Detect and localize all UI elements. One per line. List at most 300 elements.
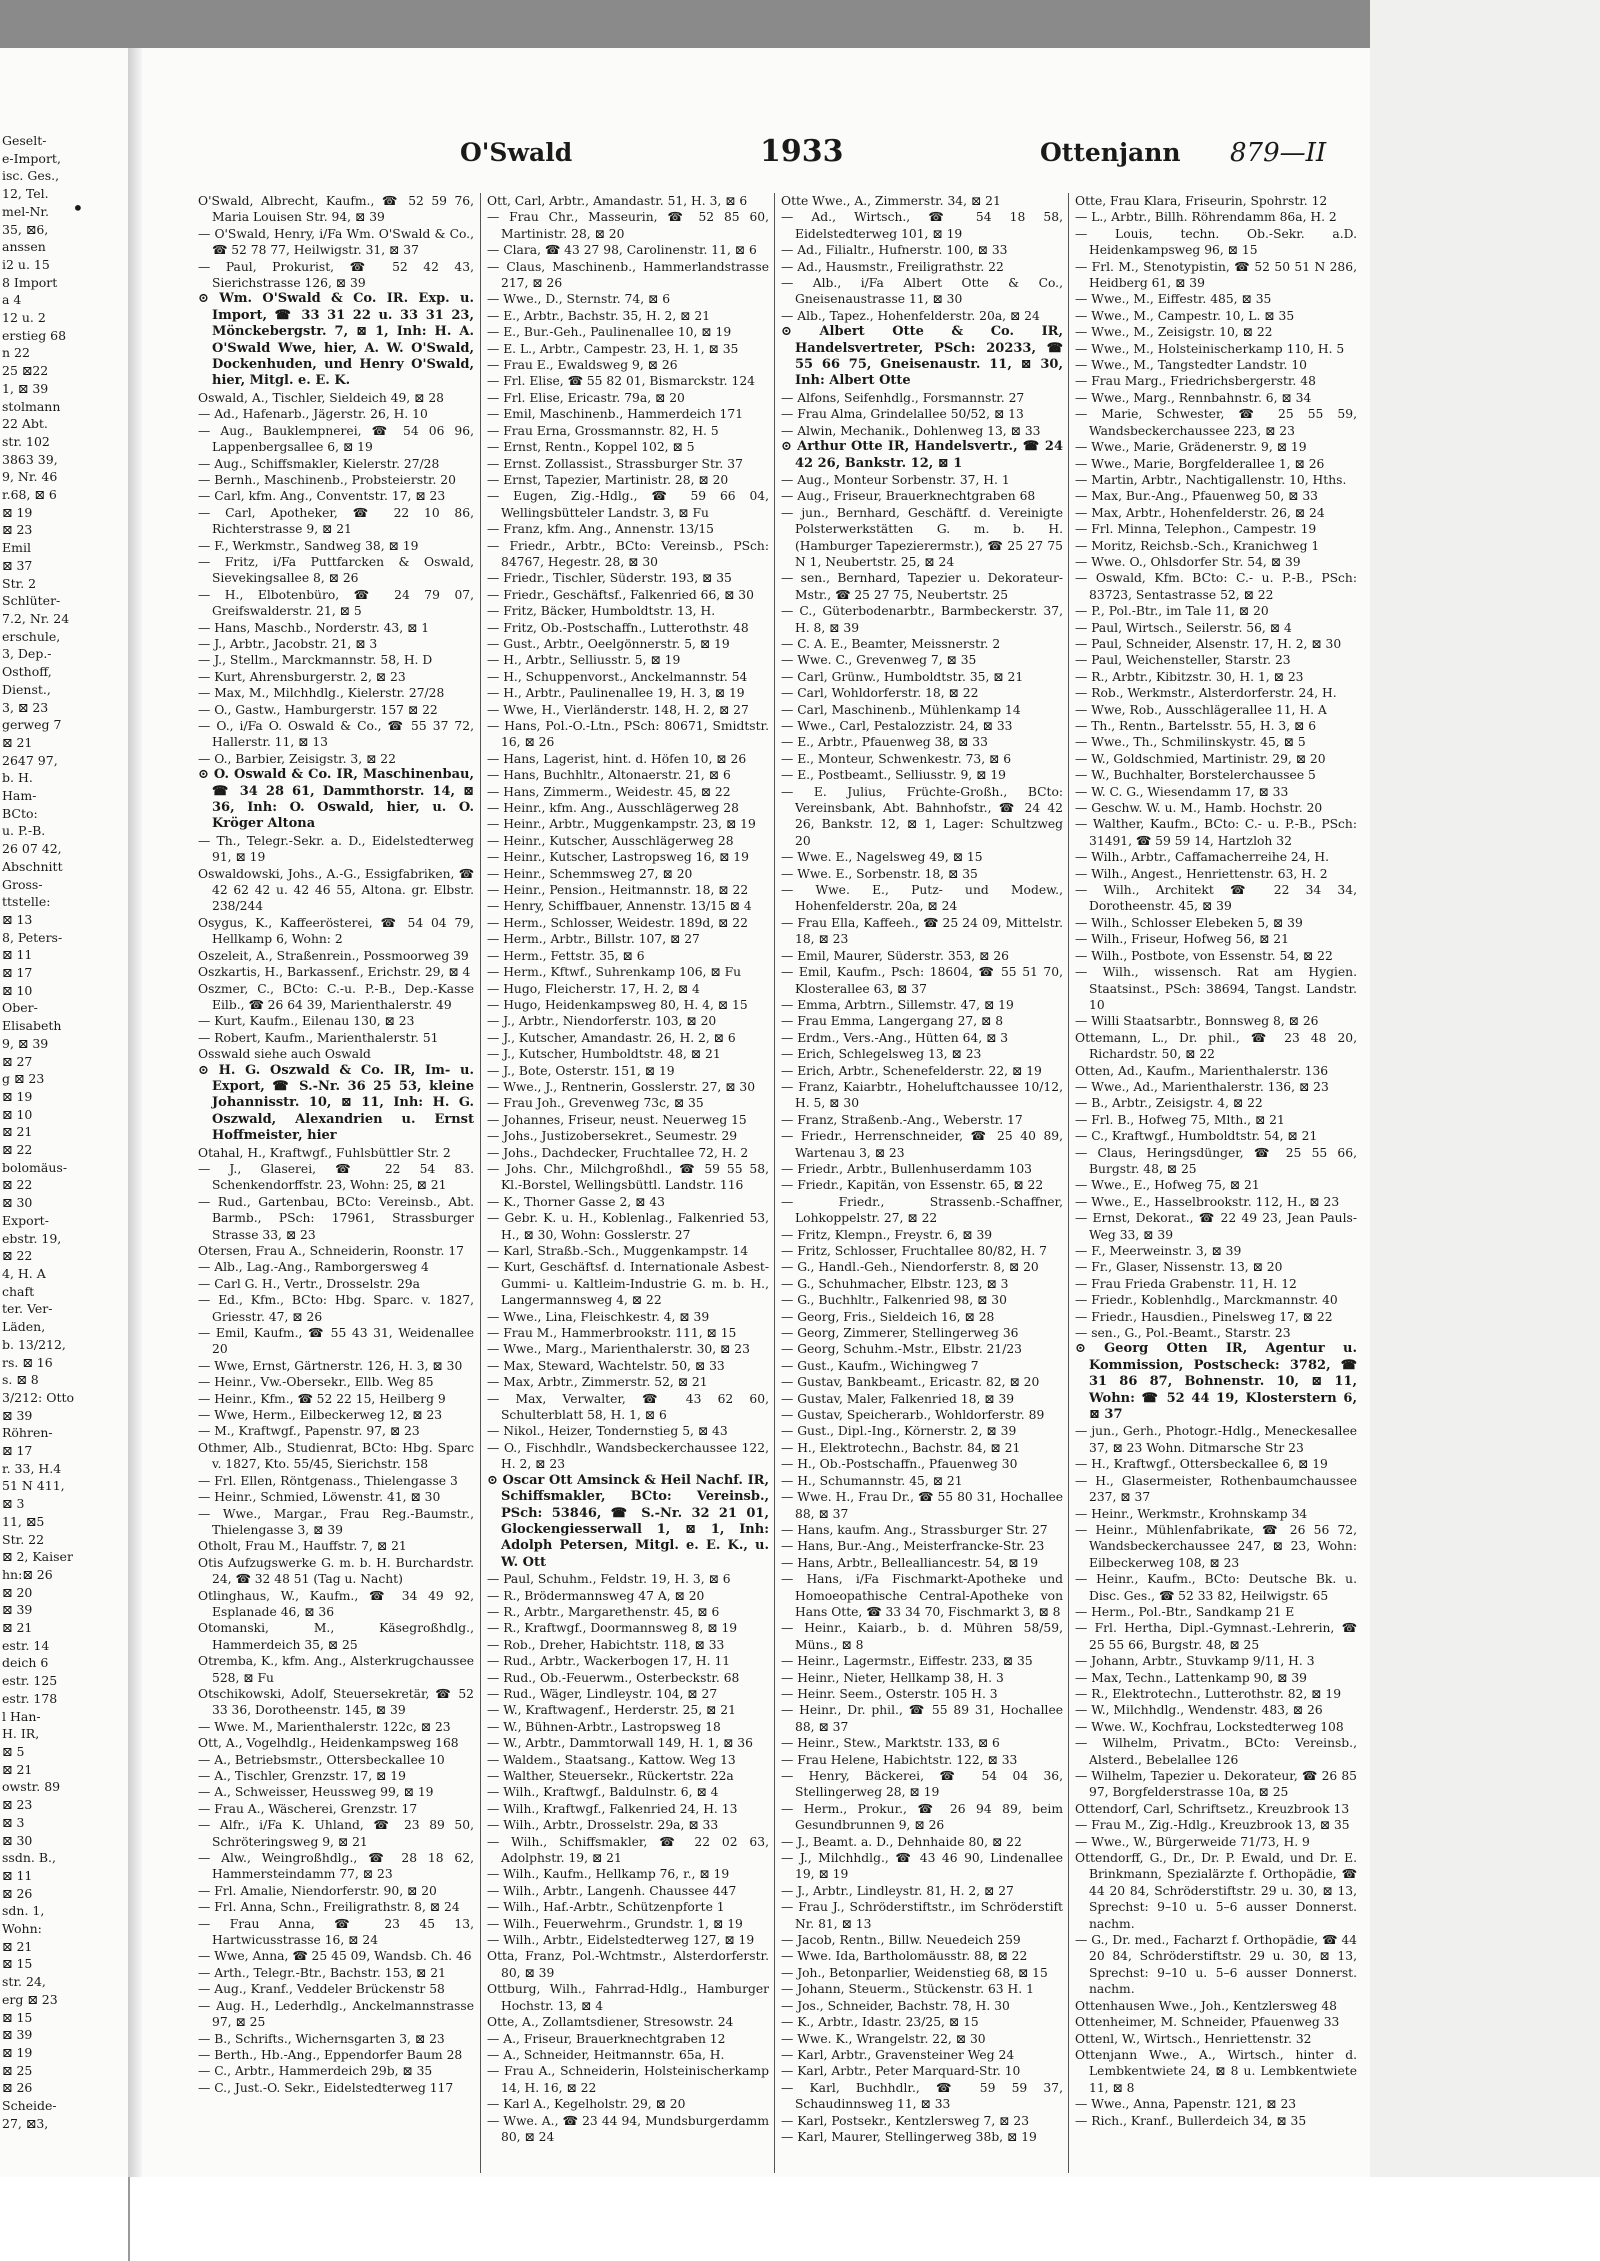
previous-page-line: BCto: xyxy=(2,805,38,821)
directory-entry: — Walther, Kaufm., BCto: C.- u. P.-B., PSch: 31491, ☎ 59 59 14, Hartzloh 32 xyxy=(1075,817,1357,848)
directory-entry: — Wilh., Angest., Henriettenstr. 63, H. 2 xyxy=(1075,866,1328,881)
directory-entry: — Friedr., Geschäftsf., Falkenried 66, ⊠ 30 xyxy=(487,587,754,602)
previous-page-line: stolmann xyxy=(2,398,61,414)
directory-entry: — R., Elektrotechn., Lutterothstr. 82, ⊠ 19 xyxy=(1075,1686,1342,1701)
directory-entry: — P., Pol.-Btr., im Tale 11, ⊠ 20 xyxy=(1075,604,1269,619)
previous-page-line: 11, ⊠5 xyxy=(2,1513,45,1529)
directory-entry: — Johann, Steuerm., Stückenstr. 63 H. 1 xyxy=(781,1982,1034,1997)
directory-entry: — Wwe., Th., Schmilinskystr. 45, ⊠ 5 xyxy=(1075,735,1306,750)
directory-entry: ⊙ O. Oswald & Co. IR, Maschinenbau, ☎ 34 28 61, Dammthorstr. 14, ⊠ 36, Inh: O. Oswald, hier, u. O. Kröger Altona xyxy=(198,767,474,832)
previous-page-line: 12, Tel. xyxy=(2,186,49,202)
directory-entry: — Emil, Kaufm., ☎ 55 43 31, Weidenallee 20 xyxy=(198,1326,474,1357)
directory-entry: — Rich., Kranf., Bullerdeich 34, ⊠ 35 xyxy=(1075,2113,1307,2128)
directory-entry: — Hans, i/Fa Fischmarkt-Apotheke und Homoeopathische Central-Apotheke von Hans Otte, ☎ 33 34 70, Fischmarkt 3, ⊠ 8 xyxy=(781,1572,1063,1619)
directory-entry: — A., Schweisser, Heussweg 99, ⊠ 19 xyxy=(198,1785,434,1800)
previous-page-line: ⊠ 11 xyxy=(2,947,33,963)
directory-entry: — Max, Arbtr., Zimmerstr. 52, ⊠ 21 xyxy=(487,1375,708,1390)
directory-entry: — Wilh., Kaufm., Hellkamp 76, r., ⊠ 19 xyxy=(487,1867,730,1882)
previous-page-line: 3, ⊠ 23 xyxy=(2,699,49,715)
directory-entry: ⊙ Georg Otten IR, Agentur u. Kommission, Postscheck: 3782, ☎ 31 86 87, Bohnenstr. 10, ⊠ 11, Wohn: ☎ 52 44 19, Klosterstern 6, ⊠ 37 xyxy=(1075,1341,1357,1423)
directory-entry: — Heinr., Lagermstr., Eiffestr. 233, ⊠ 35 xyxy=(781,1654,1033,1669)
page-number: 879—II xyxy=(1230,138,1327,168)
directory-entry: — Carl, Apotheker, ☎ 22 10 86, Richterstrasse 9, ⊠ 21 xyxy=(198,505,474,537)
directory-entry: — Wilh., Postbote, von Essenstr. 54, ⊠ 22 xyxy=(1075,948,1333,963)
directory-entry: — Ernst. Zollassist., Strassburger Str. 37 xyxy=(487,456,743,471)
directory-entry: — Carl, Wohldorferstr. 18, ⊠ 22 xyxy=(781,686,979,701)
directory-entry: — Berth., Hb.-Ang., Eppendorfer Baum 28 xyxy=(198,2047,463,2062)
directory-entry: — Heinr., Mühlenfabrikate, ☎ 26 56 72, Wandsbeckerchaussee 247, ⊠ 23, Wohn: Eilbeckerweg 108, ⊠ 23 xyxy=(1075,1522,1357,1570)
previous-page-line: rs. ⊠ 16 xyxy=(2,1354,53,1370)
directory-entry: — Marie, Schwester, ☎ 25 55 59, Wandsbeckerchaussee 223, ⊠ 23 xyxy=(1075,407,1357,438)
directory-entry: — Aug., Schiffsmakler, Kielerstr. 27/28 xyxy=(198,456,440,471)
directory-entry: — C., Just.-O. Sekr., Eidelstedterweg 117 xyxy=(198,2080,454,2095)
directory-entry: — Johs., Dachdecker, Fruchtallee 72, H. 2 xyxy=(487,1145,749,1160)
directory-entry: — Fritz, i/Fa Puttfarcken & Oswald, Sievekingsallee 8, ⊠ 26 xyxy=(198,554,474,586)
directory-entry: — Friedr., Herrenschneider, ☎ 25 40 89, Wartenau 3, ⊠ 23 xyxy=(781,1129,1063,1160)
directory-entry: — Ad., Hausmstr., Freiligrathstr. 22 xyxy=(781,259,1004,274)
previous-page-line: ⊠ 13 xyxy=(2,911,33,927)
previous-page-line: ⊠ 19 xyxy=(2,1088,33,1104)
directory-entry: — W., Buchhalter, Borstelerchaussee 5 xyxy=(1075,768,1316,783)
directory-entry: — E. Julius, Früchte-Großh., BCto: Vereinsbank, Abt. Bahnhofstr., ☎ 24 42 26, Bankstr. 12, ⊠ 1, Lager: Schultzweg 20 xyxy=(781,784,1063,848)
directory-entry: — Gustav, Bankbeamt., Ericastr. 82, ⊠ 20 xyxy=(781,1375,1040,1390)
directory-entry: — L., Arbtr., Billh. Röhrendamm 86a, H. 2 xyxy=(1075,210,1337,225)
previous-page-line: Dienst., xyxy=(2,681,51,697)
directory-entry: — Alwin, Mechanik., Dohlenweg 13, ⊠ 33 xyxy=(781,423,1041,438)
directory-entry: — Alw., Weingroßhdlg., ☎ 28 18 62, Hammersteindamm 77, ⊠ 23 xyxy=(198,1851,474,1882)
directory-entry: — Kurt, Geschäftsf. d. Internationale Asbest-Gummi- u. Kaltleim-Industrie G. m. b. H., Langermannsweg 4, ⊠ 22 xyxy=(487,1260,769,1308)
directory-entry: — Wilhelm, Privatm., BCto: Vereinsb., Alsterd., Bebelallee 126 xyxy=(1075,1736,1357,1767)
previous-page-line: ⊠ 23 xyxy=(2,522,33,538)
directory-entry: — Gustav, Maler, Falkenried 18, ⊠ 39 xyxy=(781,1391,1015,1406)
directory-entry: — Carl, Maschinenb., Mühlenkamp 14 xyxy=(781,702,1021,717)
directory-entry: Oswaldowski, Johs., A.-G., Essigfabriken, ☎ 42 62 42 u. 42 46 55, Altona. gr. Elbstr. 238/244 xyxy=(198,866,474,914)
previous-page-line: Osthoff, xyxy=(2,664,52,680)
previous-page-line: erschule, xyxy=(2,628,61,644)
directory-entry: — Jacob, Rentn., Billw. Neuedeich 259 xyxy=(781,1933,1021,1948)
previous-page-line: deich 6 xyxy=(2,1655,49,1671)
directory-entry: — B., Schrifts., Wichernsgarten 3, ⊠ 23 xyxy=(198,2031,445,2046)
directory-entry: — A., Tischler, Grenzstr. 17, ⊠ 19 xyxy=(198,1769,406,1783)
directory-entry: — E. L., Arbtr., Campestr. 23, H. 1, ⊠ 35 xyxy=(487,341,739,356)
directory-entry: — Frau Joh., Grevenweg 73c, ⊠ 35 xyxy=(487,1096,704,1111)
previous-page-line: 51 N 411, xyxy=(2,1478,65,1494)
previous-page-line: ⊠ 3 xyxy=(2,1814,25,1830)
book-gutter xyxy=(128,48,142,2177)
directory-entry: — jun., Gerh., Photogr.-Hdlg., Meneckesallee 37, ⊠ 23 Wohn. Ditmarsche Str 23 xyxy=(1075,1424,1357,1455)
directory-entry: — Franz, Kaiarbtr., Hoheluftchaussee 10/12, H. 5, ⊠ 30 xyxy=(781,1079,1063,1111)
directory-entry: — Wwe., W., Bürgerweide 71/73, H. 9 xyxy=(1075,1834,1310,1849)
directory-entry: — Herm., Kftwf., Suhrenkamp 106, ⊠ Fu xyxy=(487,965,742,980)
previous-page-line: Gross- xyxy=(2,876,43,892)
directory-entry: — O'Swald, Henry, i/Fa Wm. O'Swald & Co., ☎ 52 78 77, Heilwigstr. 31, ⊠ 37 xyxy=(198,226,474,258)
directory-entry: — Frl. Ellen, Röntgenass., Thielengasse 3 xyxy=(198,1473,458,1488)
previous-page-line: ⊠ 5 xyxy=(2,1743,25,1759)
directory-entry: — Frl. Elise, Ericastr. 79a, ⊠ 20 xyxy=(487,390,685,405)
directory-entry: — Ernst, Tapezier, Martinistr. 28, ⊠ 20 xyxy=(487,472,729,487)
directory-entry: — Aug. H., Lederhdlg., Anckelmannstrasse 97, ⊠ 25 xyxy=(198,1998,474,2030)
previous-page-line: ⊠ 15 xyxy=(2,2009,33,2025)
previous-page-line: 8 Import xyxy=(2,274,58,290)
directory-entry: — Henry, Bäckerei, ☎ 54 04 36, Stellingerweg 28, ⊠ 19 xyxy=(781,1769,1063,1800)
directory-entry: — Erich, Schlegelsweg 13, ⊠ 23 xyxy=(781,1047,982,1062)
directory-entry: — Claus, Heringsdünger, ☎ 25 55 66, Burgstr. 48, ⊠ 25 xyxy=(1075,1145,1357,1176)
directory-entry: — Wwe., Marie, Grädenerstr. 9, ⊠ 19 xyxy=(1075,440,1307,455)
directory-entry: Othmer, Alb., Studienrat, BCto: Hbg. Sparc v. 1827, Kto. 55/45, Sierichstr. 158 xyxy=(198,1440,474,1472)
directory-entry: — Friedr., Arbtr., BCto: Vereinsb., PSch: 84767, Hegestr. 28, ⊠ 30 xyxy=(487,538,769,569)
directory-entry: — Heinr. Seem., Osterstr. 105 H. 3 xyxy=(781,1686,998,1701)
previous-page-line: i2 u. 15 xyxy=(2,256,50,272)
directory-entry: — C., Arbtr., Hammerdeich 29b, ⊠ 35 xyxy=(198,2064,433,2079)
directory-entry: — C. A. E., Beamter, Meissnerstr. 2 xyxy=(781,636,1001,651)
directory-entry: — Wwe., Marg., Marienthalerstr. 30, ⊠ 23 xyxy=(487,1342,750,1357)
directory-entry: — Max, Steward, Wachtelstr. 50, ⊠ 33 xyxy=(487,1358,725,1373)
directory-entry: — Wwe., Anna, Papenstr. 121, ⊠ 23 xyxy=(1075,2097,1297,2112)
directory-entry: — Aug., Bauklempnerei, ☎ 54 06 96, Lappenbergsallee 6, ⊠ 19 xyxy=(198,423,474,455)
directory-entry: — Paul, Prokurist, ☎ 52 42 43, Sierichstrasse 126, ⊠ 39 xyxy=(198,259,474,291)
directory-entry: — Eugen, Zig.-Hdlg., ☎ 59 66 04, Wellingsbütteler Landstr. 3, ⊠ Fu xyxy=(487,489,769,520)
directory-entry: — C., Kraftwgf., Humboldtstr. 54, ⊠ 21 xyxy=(1075,1129,1318,1144)
directory-entry: — Ad., Filialtr., Hufnerstr. 100, ⊠ 33 xyxy=(781,243,1008,258)
previous-page-line: ebstr. 19, xyxy=(2,1230,62,1246)
previous-page-line: str. 24, xyxy=(2,1974,46,1990)
directory-entry: — E., Postbeamt., Selliusstr. 9, ⊠ 19 xyxy=(781,768,1006,783)
directory-entry: — Carl G. H., Vertr., Drosselstr. 29a xyxy=(198,1276,420,1291)
previous-page-line: u. P.-B. xyxy=(2,823,46,839)
previous-page-line: ⊠ 10 xyxy=(2,1106,33,1122)
previous-page-line: ⊠ 39 xyxy=(2,2027,33,2043)
previous-page-line: Abschnitt xyxy=(2,858,63,874)
directory-entry: — W. C. G., Wiesendamm 17, ⊠ 33 xyxy=(1075,784,1289,799)
directory-entry: — R., Brödermannsweg 47 A, ⊠ 20 xyxy=(487,1588,705,1603)
directory-entry: — Erich, Arbtr., Schenefelderstr. 22, ⊠ 19 xyxy=(781,1063,1042,1078)
directory-entry: — Herm., Pol.-Btr., Sandkamp 21 E xyxy=(1075,1604,1295,1619)
previous-page-line: Läden, xyxy=(2,1319,46,1335)
directory-entry: Oszmer, C., BCto: C.-u. P.-B., Dep.-Kasse Eilb., ☎ 26 64 39, Marienthalerstr. 49 xyxy=(198,981,474,1012)
previous-page-line: Scheide- xyxy=(2,2098,57,2114)
previous-page-line: erstieg 68 xyxy=(2,327,67,343)
directory-entry: Otis Aufzugswerke G. m. b. H. Burchardstr. 24, ☎ 32 48 51 (Tag u. Nacht) xyxy=(198,1555,474,1587)
directory-entry: — F., Meerweinstr. 3, ⊠ 39 xyxy=(1075,1244,1242,1258)
directory-entry: Otte Wwe., A., Zimmerstr. 34, ⊠ 21 xyxy=(781,194,1001,208)
directory-entry: ⊙ Albert Otte & Co. IR, Handelsvertreter, PSch: 20233, ☎ 55 66 75, Gneisenaustr. 11, ⊠ 30, Inh: Albert Otte xyxy=(781,324,1063,389)
directory-entry: — Friedr., Kapitän, von Essenstr. 65, ⊠ 22 xyxy=(781,1178,1044,1193)
previous-page-line: ⊠ 21 xyxy=(2,1761,33,1777)
previous-page-line: ⊠ 37 xyxy=(2,557,33,573)
directory-entry: ⊙ H. G. Oszwald & Co. IR, Im- u. Export, ☎ S.-Nr. 36 25 53, kleine Johannisstr. 10, ⊠ 11, Inh: H. G. Oszwald, Alexandrien u. Ernst Hoffmeister, hier xyxy=(198,1062,474,1144)
previous-page-line: Export- xyxy=(2,1212,49,1228)
directory-entry: — Fritz, Klempn., Freystr. 6, ⊠ 39 xyxy=(781,1227,993,1242)
previous-page-line: b. H. xyxy=(2,770,33,786)
directory-entry: — Heinr., Pension., Heitmannstr. 18, ⊠ 22 xyxy=(487,883,749,898)
directory-entry: Otersen, Frau A., Schneiderin, Roonstr. 17 xyxy=(198,1244,464,1258)
directory-entry: — Aug., Kranf., Veddeler Brückenstr 58 xyxy=(198,1982,445,1997)
directory-entry: — Walther, Steuersekr., Rückertstr. 22a xyxy=(487,1769,734,1783)
directory-entry: — Heinr., Nieter, Hellkamp 38, H. 3 xyxy=(781,1670,1004,1685)
directory-entry: Otte, Frau Klara, Friseurin, Spohrstr. 12 xyxy=(1075,194,1328,208)
directory-entry: — Wwe, H., Vierländerstr. 148, H. 2, ⊠ 27 xyxy=(487,702,749,717)
directory-entry: — Karl, Postsekr., Kentzlersweg 7, ⊠ 23 xyxy=(781,2113,1030,2128)
directory-entry: — Wwe., E., Hofweg 75, ⊠ 21 xyxy=(1075,1178,1260,1193)
directory-entry: — Joh., Betonparlier, Weidenstieg 68, ⊠ 15 xyxy=(781,1965,1048,1980)
directory-entry: — Louis, techn. Ob.-Sekr. a.D. Heidenkampsweg 96, ⊠ 15 xyxy=(1075,226,1357,258)
previous-page-line: estr. 14 xyxy=(2,1637,50,1653)
directory-entry: — Johannes, Friseur, neust. Neuerweg 15 xyxy=(487,1112,747,1127)
previous-page-line: gerweg 7 xyxy=(2,717,62,733)
directory-entry: — Max, Verwalter, ☎ 43 62 60, Schulterblatt 58, H. 1, ⊠ 6 xyxy=(487,1391,769,1423)
directory-entry: Ottenjann Wwe., A., Wirtsch., hinter d. Lembkentwiete 24, ⊠ 8 u. Lembkentwiete 11, ⊠ 8 xyxy=(1075,2047,1357,2095)
directory-entry: — Rud., Gartenbau, BCto: Vereinsb., Abt. Barmb., PSch: 17961, Strassburger Strasse 33, ⊠ 23 xyxy=(198,1194,474,1242)
directory-entry: — Paul, Wirtsch., Seilerstr. 56, ⊠ 4 xyxy=(1075,620,1292,635)
directory-entry: — Gustav, Speicherarb., Wohldorferstr. 89 xyxy=(781,1408,1045,1423)
directory-entry: — Rud., Ob.-Feuerwm., Osterbeckstr. 68 xyxy=(487,1670,740,1685)
previous-page-line: chaft xyxy=(2,1283,35,1299)
previous-page-line: 25 ⊠22 xyxy=(2,363,49,379)
previous-page-line: ⊠ 22 xyxy=(2,1142,33,1158)
directory-entry: — Alb., Lag.-Ang., Ramborgersweg 4 xyxy=(198,1260,429,1275)
previous-page-edge xyxy=(0,48,130,2261)
previous-page-line: sdn. 1, xyxy=(2,1903,45,1919)
directory-entry: — Heinr., Stew., Marktstr. 133, ⊠ 6 xyxy=(781,1736,1000,1751)
directory-entry: — Herm., Schlosser, Weidestr. 189d, ⊠ 22 xyxy=(487,915,748,930)
directory-entry: — Oswald, Kfm. BCto: C.- u. P.-B., PSch: 83723, Sentastrasse 52, ⊠ 22 xyxy=(1075,571,1357,602)
directory-entry: — Frau Ella, Kaffeeh., ☎ 25 24 09, Mittelstr. 18, ⊠ 23 xyxy=(781,915,1063,947)
previous-page-line: ⊠ 15 xyxy=(2,1956,33,1972)
directory-page xyxy=(0,48,1370,2177)
directory-entry: — Alfons, Seifenhdlg., Forsmannstr. 27 xyxy=(781,390,1025,405)
previous-page-line: Ober- xyxy=(2,1000,38,1016)
directory-entry: — Frau Frieda Grabenstr. 11, H. 12 xyxy=(1075,1276,1297,1291)
previous-page-line: Elisabeth xyxy=(2,1018,62,1034)
directory-entry: — Wilhelm, Tapezier u. Dekorateur, ☎ 26 85 97, Borgfelderstrasse 10a, ⊠ 25 xyxy=(1075,1769,1357,1800)
directory-entry: — C., Güterbodenarbtr., Barmbeckerstr. 37, H. 8, ⊠ 39 xyxy=(781,604,1063,635)
directory-entry: Ott, A., Vogelhdlg., Heidenkampsweg 168 xyxy=(198,1736,459,1751)
directory-entry: — Johann, Arbtr., Stuvkamp 9/11, H. 3 xyxy=(1075,1654,1315,1669)
directory-entry: — Herm., Arbtr., Billstr. 107, ⊠ 27 xyxy=(487,932,700,947)
directory-entry: — Rob., Dreher, Habichtstr. 118, ⊠ 33 xyxy=(487,1637,725,1652)
previous-page-line: a 4 xyxy=(2,292,22,308)
directory-entry: — Wwe., Ad., Marienthalerstr. 136, ⊠ 23 xyxy=(1075,1079,1329,1094)
directory-entry: — Frau Helene, Habichtstr. 122, ⊠ 33 xyxy=(781,1752,1018,1767)
directory-entry: — Herm., Prokur., ☎ 26 94 89, beim Gesundbrunnen 9, ⊠ 26 xyxy=(781,1801,1063,1833)
directory-entry: — Wwe., M., Tangstedter Landstr. 10 xyxy=(1075,358,1308,373)
directory-entry: — Henry, Schiffbauer, Annenstr. 13/15 ⊠ 4 xyxy=(487,899,752,914)
directory-entry: — Wwe. C., Grevenweg 7, ⊠ 35 xyxy=(781,653,977,668)
directory-entry: — Frau Erna, Grossmannstr. 82, H. 5 xyxy=(487,423,719,438)
directory-entry: — Karl A., Kegelholstr. 29, ⊠ 20 xyxy=(487,2097,686,2112)
previous-page-line: ⊠ 17 xyxy=(2,965,33,981)
directory-entry: — J., Kutscher, Humboldtstr. 48, ⊠ 21 xyxy=(487,1047,721,1062)
directory-entry: — H., Kraftwgf., Ottersbeckallee 6, ⊠ 19 xyxy=(1075,1457,1328,1472)
directory-entry: — sen., G., Pol.-Beamt., Starstr. 23 xyxy=(1075,1326,1291,1341)
directory-entry: — W., Bühnen-Arbtr., Lastropsweg 18 xyxy=(487,1719,721,1734)
previous-page-line: 8, Peters- xyxy=(2,929,63,945)
directory-entry: — W., Goldschmied, Martinistr. 29, ⊠ 20 xyxy=(1075,751,1326,766)
directory-entry: — Paul, Schuhm., Feldstr. 19, H. 3, ⊠ 6 xyxy=(487,1572,731,1587)
directory-entry: — H., Glasermeister, Rothenbaumchaussee 237, ⊠ 37 xyxy=(1075,1473,1357,1505)
directory-entry: — Heinr., Schemmsweg 27, ⊠ 20 xyxy=(487,866,693,881)
previous-page-line: str. 102 xyxy=(2,433,50,449)
directory-entry: — Paul, Schneider, Alsenstr. 17, H. 2, ⊠ 30 xyxy=(1075,636,1342,651)
directory-entry: — Frl. Minna, Telephon., Campestr. 19 xyxy=(1075,522,1317,537)
directory-entry: — Karl, Maurer, Stellingerweg 38b, ⊠ 19 xyxy=(781,2129,1037,2144)
directory-entry: — Wwe., Marg., Rennbahnstr. 6, ⊠ 34 xyxy=(1075,390,1312,405)
directory-entry: Osswald siehe auch Oswald xyxy=(198,1047,371,1062)
directory-entry: Ottenl, W., Wirtsch., Henriettenstr. 32 xyxy=(1075,2031,1312,2046)
directory-entry: — O., Barbier, Zeisigstr. 3, ⊠ 22 xyxy=(198,751,396,766)
directory-entry: — Heinr., Schmied, Löwenstr. 41, ⊠ 30 xyxy=(198,1490,441,1505)
directory-entry: — W., Kraftwagenf., Herderstr. 25, ⊠ 21 xyxy=(487,1703,736,1718)
directory-entry: Otten, Ad., Kaufm., Marienthalerstr. 136 xyxy=(1075,1063,1329,1078)
directory-entry: — J., Glaserei, ☎ 22 54 83. Schenkendorffstr. 23, Wohn: 25, ⊠ 21 xyxy=(198,1161,474,1193)
directory-entry: — Wilh., Schlosser Elebeken 5, ⊠ 39 xyxy=(1075,915,1303,930)
directory-entry: — O., i/Fa O. Oswald & Co., ☎ 55 37 72, Hallerstr. 11, ⊠ 13 xyxy=(198,719,474,750)
directory-entry: — Heinr., Kfm., ☎ 52 22 15, Heilberg 9 xyxy=(198,1391,446,1406)
directory-entry: — Frau J., Schröderstiftstr., im Schröderstift Nr. 81, ⊠ 13 xyxy=(781,1900,1063,1931)
directory-entry: — Geschw. W. u. M., Hamb. Hochstr. 20 xyxy=(1075,801,1323,816)
directory-entry: — Robert, Kaufm., Marienthalerstr. 51 xyxy=(198,1030,439,1045)
previous-page-line: Wohn: xyxy=(2,1921,42,1937)
directory-entry: Oszeleit, A., Straßenrein., Possmoorweg 39 xyxy=(198,948,469,963)
directory-entry: — Clara, ☎ 43 27 98, Carolinenstr. 11, ⊠ 6 xyxy=(487,243,757,258)
directory-entry: — R., Arbtr., Margarethenstr. 45, ⊠ 6 xyxy=(487,1604,720,1619)
previous-page-line: ter. Ver- xyxy=(2,1301,53,1317)
previous-page-line: ⊠ 20 xyxy=(2,1584,33,1600)
directory-entry: — Willi Staatsarbtr., Bonnsweg 8, ⊠ 26 xyxy=(1075,1014,1319,1029)
directory-entry: — Hans, Lagerist, hint. d. Höfen 10, ⊠ 26 xyxy=(487,751,747,766)
directory-entry: — Johs., Justizobersekret., Seumestr. 29 xyxy=(487,1129,738,1144)
directory-entry: — F., Werkmstr., Sandweg 38, ⊠ 19 xyxy=(198,538,419,553)
directory-entry: ⊙ Oscar Ott Amsinck & Heil Nachf. IR, Schiffsmakler, BCto: Vereinsb., PSch: 53846, ☎ S.-Nr. 32 21 01, Glockengiesserwall 1, ⊠ 1, Inh: Adolph Petersen, Mitgl. e. E. K., u. W. Ott xyxy=(487,1472,769,1570)
directory-entry: — Karl, Arbtr., Peter Marquard-Str. 10 xyxy=(781,2064,1021,2079)
previous-page-line: Str. 22 xyxy=(2,1531,45,1547)
directory-entry: — Friedr., Tischler, Süderstr. 193, ⊠ 35 xyxy=(487,571,732,586)
directory-entry: — Aug., Monteur Sorbenstr. 37, H. 1 xyxy=(781,472,1010,487)
directory-entry: — G., Handl.-Geh., Niendorferstr. 8, ⊠ 20 xyxy=(781,1260,1039,1275)
directory-entry: — J., Arbtr., Jacobstr. 21, ⊠ 3 xyxy=(198,636,378,651)
directory-entry: — A., Friseur, Brauerknechtgraben 12 xyxy=(487,2031,726,2046)
directory-entry: — Wilh., Arbtr., Langenh. Chaussee 447 xyxy=(487,1883,737,1898)
directory-entry: — Hugo, Fleicherstr. 17, H. 2, ⊠ 4 xyxy=(487,981,700,996)
directory-entry: Ottemann, L., Dr. phil., ☎ 23 48 20, Richardstr. 50, ⊠ 22 xyxy=(1075,1030,1357,1062)
directory-entry: — Gust., Dipl.-Ing., Körnerstr. 2, ⊠ 39 xyxy=(781,1424,1017,1439)
header-mark: • xyxy=(72,196,84,220)
directory-entry: — J., Stellm., Marckmannstr. 58, H. D xyxy=(198,653,433,668)
directory-entry: — Fritz, Schlosser, Fruchtallee 80/82, H. 7 xyxy=(781,1244,1047,1258)
directory-entry: — Franz, kfm. Ang., Annenstr. 13/15 xyxy=(487,522,714,537)
previous-page-line: ⊠ 30 xyxy=(2,1195,33,1211)
directory-entry: — Alb., Tapez., Hohenfelderstr. 20a, ⊠ 24 xyxy=(781,308,1040,323)
directory-entry: — Kurt, Ahrensburgerstr. 2, ⊠ 23 xyxy=(198,669,406,684)
previous-page-line: 1, ⊠ 39 xyxy=(2,380,49,396)
previous-page-line: ⊠ 27 xyxy=(2,1053,33,1069)
directory-entry: — Heinr., Kutscher, Ausschlägerweg 28 xyxy=(487,833,734,848)
directory-entry: — Frau M., Zig.-Hdlg., Kreuzbrook 13, ⊠ 35 xyxy=(1075,1818,1350,1833)
previous-page-line: 4, H. A xyxy=(2,1266,46,1281)
directory-entry: — Wwe. O., Ohlsdorfer Str. 54, ⊠ 39 xyxy=(1075,554,1301,569)
directory-entry: — M., Kraftwgf., Papenstr. 97, ⊠ 23 xyxy=(198,1424,420,1439)
directory-entry: Ottendorff, G., Dr., Dr. P. Ewald, und Dr. E. Brinkmann, Spezialärzte f. Orthopädie, ☎ 44 20 84, Schröderstiftstr. 29 u. 30, ⊠ 13, Sprechst: 9–10 u. 5–6 ausser Donnerst. nachm. xyxy=(1075,1851,1357,1931)
directory-entry: — K., Thorner Gasse 2, ⊠ 43 xyxy=(487,1194,665,1209)
directory-entry: — Wilh., wissensch. Rat am Hygien. Staatsinst., PSch: 38694, Tangst. Landstr. 10 xyxy=(1075,965,1357,1012)
directory-entry: Otte, A., Zollamtsdiener, Stresowstr. 24 xyxy=(487,2015,734,2030)
directory-entry: — Max, Techn., Lattenkamp 90, ⊠ 39 xyxy=(1075,1670,1307,1685)
directory-entry: — G., Schuhmacher, Elbstr. 123, ⊠ 3 xyxy=(781,1276,1009,1291)
directory-entry: — Wwe. A., ☎ 23 44 94, Mundsburgerdamm 80, ⊠ 24 xyxy=(487,2113,769,2144)
directory-entry: — Frau E., Ewaldsweg 9, ⊠ 26 xyxy=(487,358,678,373)
directory-entry: — Wwe., Marie, Borgfelderallee 1, ⊠ 26 xyxy=(1075,456,1325,471)
directory-entry: — Wilh., Arbtr., Caffamacherreihe 24, H. xyxy=(1075,850,1330,865)
directory-entry: — Wilh., Schiffsmakler, ☎ 22 02 63, Adolphstr. 19, ⊠ 21 xyxy=(487,1834,769,1866)
directory-entry: — J., Milchhdlg., ☎ 43 46 90, Lindenallee 19, ⊠ 19 xyxy=(781,1851,1063,1882)
directory-entry: — Wwe., Lina, Fleischkestr. 4, ⊠ 39 xyxy=(487,1309,710,1324)
directory-entry: — Wwe., Margar., Frau Reg.-Baumstr., Thielengasse 3, ⊠ 39 xyxy=(198,1506,474,1537)
directory-entry: — G., Buchhltr., Falkenried 98, ⊠ 30 xyxy=(781,1293,1007,1308)
directory-entry: — J., Bote, Osterstr. 151, ⊠ 19 xyxy=(487,1063,675,1078)
directory-entry: Ottenheimer, M. Schneider, Pfauenweg 33 xyxy=(1075,2015,1340,2030)
directory-entry: — Rob., Werkmstr., Alsterdorferstr. 24, H. xyxy=(1075,686,1337,701)
directory-entry: — Hans, Arbtr., Bellealliancestr. 54, ⊠ 19 xyxy=(781,1555,1039,1570)
previous-page-line: ⊠ 22 xyxy=(2,1177,33,1193)
directory-entry: — Heinr., kfm. Ang., Ausschlägerweg 28 xyxy=(487,801,739,816)
previous-page-line: ⊠ 30 xyxy=(2,1832,33,1848)
directory-entry: — Rud., Arbtr., Wackerbogen 17, H. 11 xyxy=(487,1654,731,1669)
directory-entry: ⊙ Wm. O'Swald & Co. IR. Exp. u. Import, ☎ 33 31 22 u. 33 31 23, Mönckebergstr. 7, ⊠ 1, Inh: H. A. O'Swald Wwe, hier, A. W. O'Swald, Dockenhuden, und Henry O'Swald, hier, Mitgl. e. E. K. xyxy=(198,291,474,389)
directory-entry: — K., Arbtr., Idastr. 23/25, ⊠ 15 xyxy=(781,2015,979,2030)
previous-page-line: isc. Ges., xyxy=(2,168,60,184)
directory-entry: — Emil, Kaufm., Psch: 18604, ☎ 55 51 70, Klosterallee 63, ⊠ 37 xyxy=(781,965,1063,996)
directory-entry: — Hans, kaufm. Ang., Strassburger Str. 27 xyxy=(781,1522,1048,1537)
directory-entry: — Wwe. E., Nagelsweg 49, ⊠ 15 xyxy=(781,850,983,865)
directory-entry: Ottenhausen Wwe., Joh., Kentzlersweg 48 xyxy=(1075,1998,1337,2013)
previous-page-line: 9, Nr. 46 xyxy=(2,469,58,485)
directory-entry: — Herm., Fettstr. 35, ⊠ 6 xyxy=(487,948,645,963)
directory-entry: ⊙ Arthur Otte IR, Handelsvertr., ☎ 24 42 26, Bankstr. 12, ⊠ 1 xyxy=(781,439,1063,471)
directory-entry: — Fr., Glaser, Nissenstr. 13, ⊠ 20 xyxy=(1075,1260,1283,1275)
directory-entry: — Alfr., i/Fa K. Uhland, ☎ 23 89 50, Schröteringsweg 9, ⊠ 21 xyxy=(198,1818,474,1849)
directory-entry: — Gust., Arbtr., Oeelgönnerstr. 5, ⊠ 19 xyxy=(487,636,730,651)
directory-entry: — Heinr., Werkmstr., Krohnskamp 34 xyxy=(1075,1506,1308,1521)
previous-page-line: 22 Abt. xyxy=(2,416,48,432)
directory-entry: — Max, Bur.-Ang., Pfauenweg 50, ⊠ 33 xyxy=(1075,489,1319,504)
directory-entry: — W., Milchhdlg., Wendenstr. 483, ⊠ 26 xyxy=(1075,1703,1323,1718)
directory-entry: — Ernst, Dekorat., ☎ 22 49 23, Jean Pauls-Weg 33, ⊠ 39 xyxy=(1075,1211,1357,1242)
previous-page-line: ⊠ 17 xyxy=(2,1443,33,1459)
directory-entry: — Max, Arbtr., Hohenfelderstr. 26, ⊠ 24 xyxy=(1075,505,1325,520)
directory-entry: — Ed., Kfm., BCto: Hbg. Sparc. v. 1827, Griesstr. 47, ⊠ 26 xyxy=(198,1293,474,1324)
directory-entry: — Frau A., Wäscherei, Grenzstr. 17 xyxy=(198,1801,418,1816)
left-running-head: O'Swald xyxy=(460,138,573,167)
directory-entry: — Wilh., Haf.-Arbtr., Schützenpforte 1 xyxy=(487,1900,725,1915)
directory-entry: Osygus, K., Kaffeerösterei, ☎ 54 04 79, Hellkamp 6, Wohn: 2 xyxy=(198,915,474,947)
scan-border-right xyxy=(1370,0,1600,2177)
directory-entry: — Hugo, Heidenkampsweg 80, H. 4, ⊠ 15 xyxy=(487,997,748,1012)
directory-entry: — Frl. Elise, ☎ 55 82 01, Bismarckstr. 124 xyxy=(487,374,755,389)
directory-entry: Ott, Carl, Arbtr., Amandastr. 51, H. 3, ⊠ 6 xyxy=(487,194,748,208)
previous-page-line: ⊠ 3 xyxy=(2,1496,25,1512)
directory-entry: — Gust., Kaufm., Wichingweg 7 xyxy=(781,1358,979,1373)
directory-entry: — Johs. Chr., Milchgroßhdl., ☎ 59 55 58, Kl.-Borstel, Wellingsbüttl. Landstr. 116 xyxy=(487,1161,769,1193)
directory-entry: — Wilh., Feuerwehrm., Grundstr. 1, ⊠ 19 xyxy=(487,1916,743,1931)
directory-entry: — Kurt, Kaufm., Eilenau 130, ⊠ 23 xyxy=(198,1014,415,1029)
directory-entry: — Frl. Anna, Schn., Freiligrathstr. 8, ⊠ 24 xyxy=(198,1900,460,1915)
directory-entry: — Wwe. E., Putz- und Modew., Hohenfelderstr. 20a, ⊠ 24 xyxy=(781,883,1063,914)
directory-entry: — Wwe. W., Kochfrau, Lockstedterweg 108 xyxy=(1075,1719,1344,1734)
directory-entry: — Hans, Buchhltr., Altonaerstr. 21, ⊠ 6 xyxy=(487,768,731,783)
column-3 xyxy=(774,193,1063,2173)
directory-entry: — Frau Chr., Masseurin, ☎ 52 85 60, Martinistr. 28, ⊠ 20 xyxy=(487,210,769,241)
directory-entry: — Frau Emma, Langergang 27, ⊠ 8 xyxy=(781,1014,1004,1029)
